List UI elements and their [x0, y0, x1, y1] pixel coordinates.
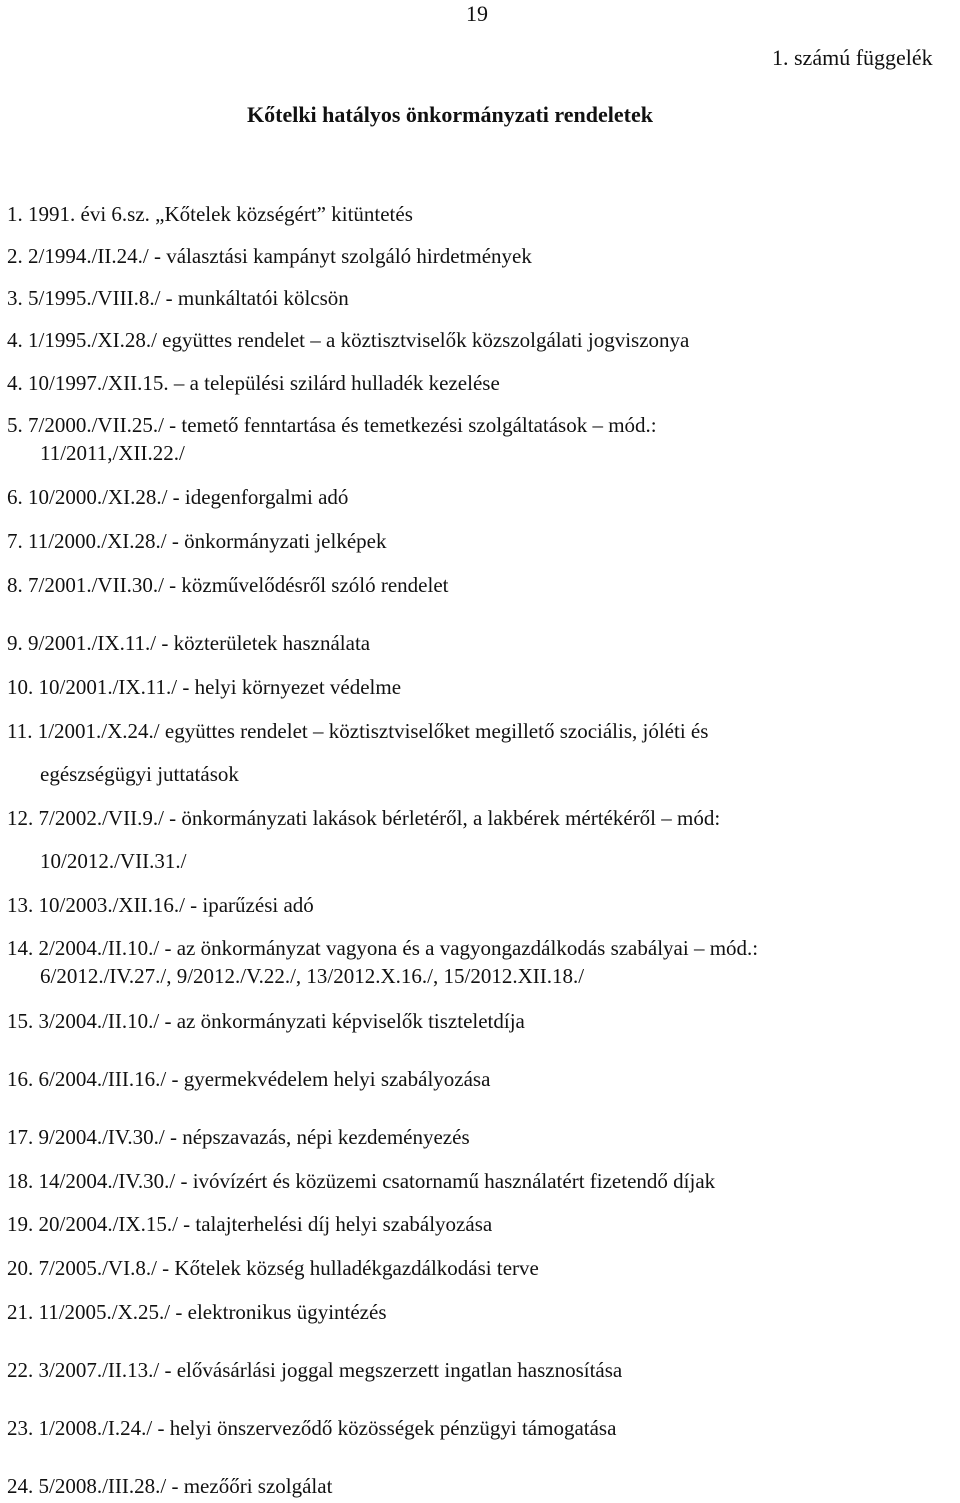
list-item: 11. 1/2001./X.24./ együttes rendelet – köztisztviselőket megillető szociális, jóléti és — [7, 719, 709, 743]
appendix-label: 1. számú függelék — [772, 45, 933, 70]
list-item-continuation: 6/2012./IV.27./, 9/2012./V.22./, 13/2012.X.16./, 15/2012.XII.18./ — [40, 964, 585, 988]
list-item-continuation: 11/2011,/XII.22./ — [40, 441, 185, 465]
list-item: 4. 10/1997./XII.15. – a települési szilárd hulladék kezelése — [7, 371, 500, 395]
list-item: 4. 1/1995./XI.28./ együttes rendelet – a köztisztviselők közszolgálati jogviszonya — [7, 328, 690, 352]
list-item: 24. 5/2008./III.28./ - mezőőri szolgálat — [7, 1474, 333, 1498]
list-item: 2. 2/1994./II.24./ - választási kampányt szolgáló hirdetmények — [7, 244, 532, 268]
page-number: 19 — [466, 1, 488, 26]
list-item: 20. 7/2005./VI.8./ - Kőtelek község hulladékgazdálkodási terve — [7, 1256, 539, 1280]
list-item: 3. 5/1995./VIII.8./ - munkáltatói kölcsön — [7, 286, 349, 310]
document-title: Kőtelki hatályos önkormányzati rendeletek — [247, 102, 653, 127]
list-item: 14. 2/2004./II.10./ - az önkormányzat vagyona és a vagyongazdálkodás szabályai – mód.: — [7, 936, 759, 960]
list-item: 18. 14/2004./IV.30./ - ivóvízért és közüzemi csatornamű használatért fizetendő díjak — [7, 1169, 716, 1193]
list-item: 10. 10/2001./IX.11./ - helyi környezet védelme — [7, 675, 402, 699]
list-item: 7. 11/2000./XI.28./ - önkormányzati jelképek — [7, 529, 387, 553]
list-item: 12. 7/2002./VII.9./ - önkormányzati lakások bérletéről, a lakbérek mértékéről – mód: — [7, 806, 721, 830]
list-item: 9. 9/2001./IX.11./ - közterületek használata — [7, 631, 371, 655]
list-item: 23. 1/2008./I.24./ - helyi önszerveződő közösségek pénzügyi támogatása — [7, 1416, 617, 1440]
list-item: 8. 7/2001./VII.30./ - közművelődésről szóló rendelet — [7, 573, 449, 597]
list-item-continuation: egészségügyi juttatások — [40, 762, 239, 786]
list-item: 6. 10/2000./XI.28./ - idegenforgalmi adó — [7, 485, 349, 509]
list-item: 1. 1991. évi 6.sz. „Kőtelek községért” kitüntetés — [7, 202, 413, 226]
list-item: 21. 11/2005./X.25./ - elektronikus ügyintézés — [7, 1300, 387, 1324]
list-item: 5. 7/2000./VII.25./ - temető fenntartása és temetkezési szolgáltatások – mód.: — [7, 413, 657, 437]
list-item-continuation: 10/2012./VII.31./ — [40, 849, 187, 873]
list-item: 22. 3/2007./II.13./ - elővásárlási joggal megszerzett ingatlan hasznosítása — [7, 1358, 623, 1382]
list-item: 16. 6/2004./III.16./ - gyermekvédelem helyi szabályozása — [7, 1067, 491, 1091]
list-item: 19. 20/2004./IX.15./ - talajterhelési díj helyi szabályozása — [7, 1212, 493, 1236]
list-item: 13. 10/2003./XII.16./ - iparűzési adó — [7, 893, 314, 917]
list-item: 15. 3/2004./II.10./ - az önkormányzati képviselők tiszteletdíja — [7, 1009, 525, 1033]
list-item: 17. 9/2004./IV.30./ - népszavazás, népi kezdeményezés — [7, 1125, 470, 1149]
